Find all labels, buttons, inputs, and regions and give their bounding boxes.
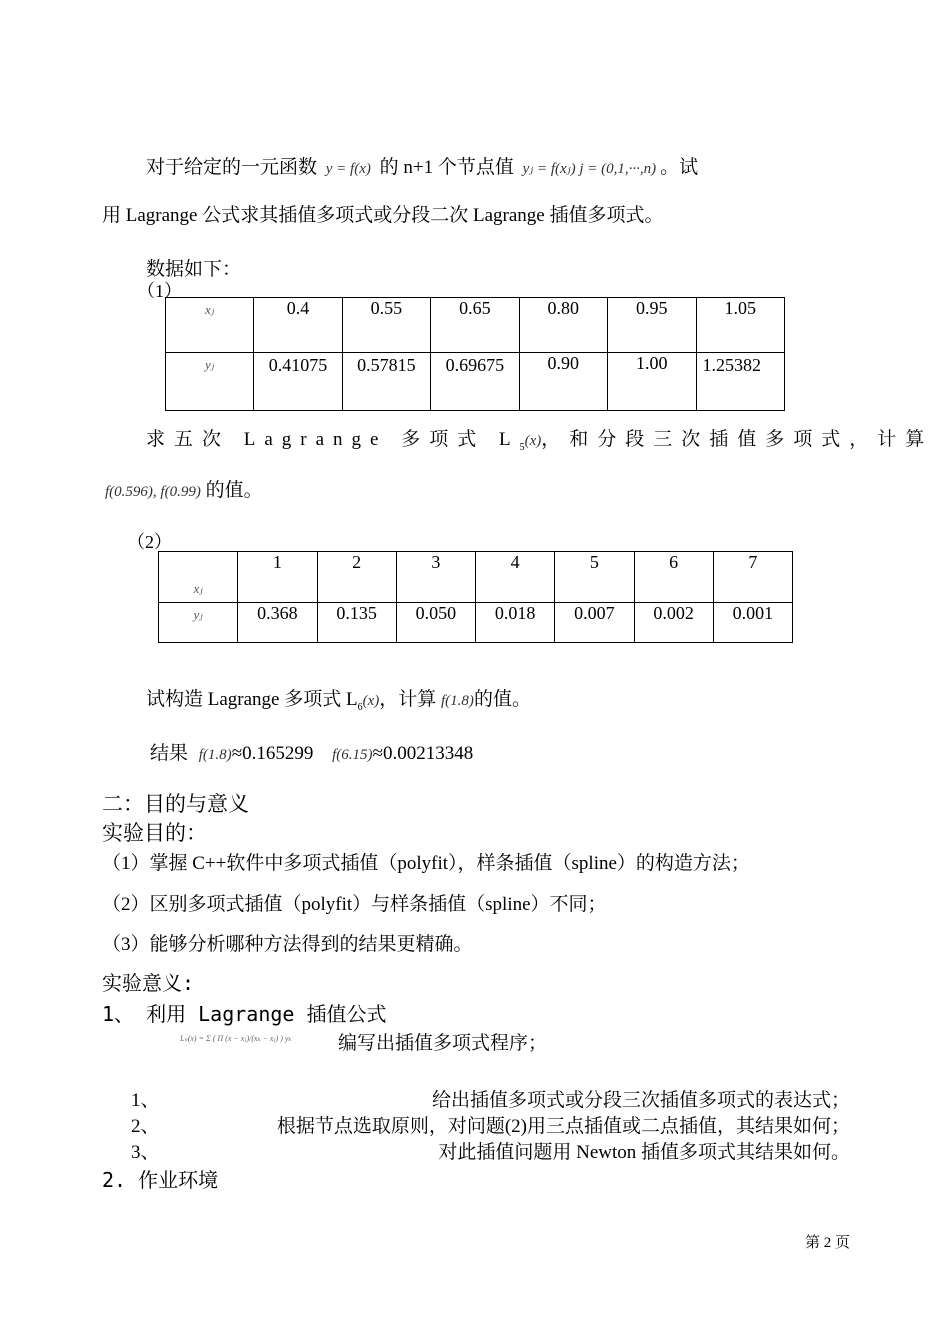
data-table-1 [165, 297, 785, 411]
table-cell: 1.25382 [696, 353, 785, 411]
task2-line [146, 684, 531, 713]
table-cell: 4 [476, 552, 555, 603]
table1-label: （1） [137, 281, 182, 301]
row-header-y: yⱼ [166, 353, 254, 411]
task2-arg: (x) [362, 693, 380, 709]
task1-text-c: 的值。 [205, 480, 263, 501]
meaning-item-1-tail: 编写出插值多项式程序； [338, 1033, 548, 1054]
result-label: 结果 [150, 743, 189, 764]
intro-text-a: 对于给定的一元函数 [146, 157, 318, 178]
task1-subscript: 5 [519, 441, 525, 453]
table-cell: 0.018 [476, 603, 555, 643]
task1-text-a: 求五次 Lagrange 多项式 L [146, 429, 520, 450]
task2-subscript: 6 [357, 701, 363, 713]
result-formula-1: f(1.8) [198, 747, 232, 763]
table-cell: 1.00 [608, 353, 696, 411]
meaning-title: 实验意义: [102, 971, 195, 995]
table-cell: 0.80 [519, 298, 607, 353]
meaning-item-1: 1、 利用 Lagrange 插值公式 [102, 1002, 387, 1026]
table-cell: 0.007 [555, 603, 634, 643]
list-item-number: 2、 [131, 1116, 160, 1137]
task1-arg: (x) [524, 433, 542, 449]
purpose-item-2: （2）区别多项式插值（polyfit）与样条插值（spline）不同； [102, 894, 607, 915]
table-row [166, 353, 785, 411]
row-header-x: xⱼ [159, 552, 238, 603]
list-item-text: 根据节点选取原则，对问题(2)用三点插值或二点插值，其结果如何； [276, 1116, 850, 1137]
list-item-text: 对此插值问题用 Newton 插值多项式其结果如何。 [438, 1142, 850, 1163]
table-row [159, 552, 793, 603]
purpose-title: 实验目的： [102, 821, 207, 845]
table-cell: 0.55 [342, 298, 430, 353]
table-cell: 0.002 [634, 603, 713, 643]
table-cell: 0.65 [431, 298, 519, 353]
data-heading: 数据如下： [146, 259, 242, 280]
result-value-2: ≈0.00213348 [372, 743, 474, 764]
section-title: 二：目的与意义 [102, 792, 249, 816]
table-row [159, 603, 793, 643]
task1-text-b: ，和分段三次插值多项式，计算 [541, 429, 934, 450]
table2-label: （2） [127, 532, 172, 552]
table-cell: 0.050 [396, 603, 475, 643]
table-cell: 0.41075 [254, 353, 342, 411]
table-cell: 3 [396, 552, 475, 603]
table-row [166, 298, 785, 353]
table-cell: 1.05 [696, 298, 785, 353]
formula-node-values: yⱼ = f(xⱼ) j = (0,1,···,n) [522, 161, 657, 177]
list-item-text: 给出插值多项式或分段三次插值多项式的表达式； [431, 1090, 850, 1111]
intro-text-c: 。试 [660, 157, 699, 178]
table-cell: 7 [713, 552, 792, 603]
purpose-item-3: （3）能够分析哪种方法得到的结果更精确。 [102, 934, 473, 955]
table-cell: 0.95 [608, 298, 696, 353]
table-cell: 0.4 [254, 298, 342, 353]
env-title: 2. 作业环境 [102, 1168, 219, 1192]
task2-text-b: ，计算 [379, 689, 437, 710]
result-formula-2: f(6.15) [332, 747, 373, 763]
table-cell: 6 [634, 552, 713, 603]
intro-line-2: 用 Lagrange 公式求其插值多项式或分段二次 Lagrange 插值多项式。 [102, 205, 664, 226]
table-cell: 0.368 [238, 603, 317, 643]
list-item-number: 3、 [131, 1142, 160, 1163]
table-cell: 0.69675 [431, 353, 519, 411]
table-cell: 0.90 [519, 353, 607, 411]
task1-line-1 [146, 424, 933, 453]
list-item-number: 1、 [131, 1090, 160, 1111]
intro-text-b: 的 n+1 个节点值 [379, 157, 514, 178]
table-cell: 0.001 [713, 603, 792, 643]
table-cell: 1 [238, 552, 317, 603]
intro-line-1 [146, 152, 698, 179]
page-number: 第 2 页 [804, 1235, 850, 1251]
task2-text-a: 试构造 Lagrange 多项式 L [146, 689, 358, 710]
formula-f-values: f(0.596), f(0.99) [105, 484, 201, 500]
table-cell: 2 [317, 552, 396, 603]
row-header-x: xⱼ [166, 298, 254, 353]
table-cell: 0.135 [317, 603, 396, 643]
result-value-1: ≈0.165299 [231, 743, 314, 764]
table-cell: 5 [555, 552, 634, 603]
task1-line-2 [105, 475, 263, 502]
row-header-y: yⱼ [159, 603, 238, 643]
formula-f-1-8: f(1.8) [441, 693, 474, 709]
formula-y-equals-fx: y = f(x) [325, 161, 371, 177]
lagrange-formula: Lₙ(x) = Σ ( Π (x − xⱼ)/(xₖ − xⱼ) ) yₖ [180, 1034, 292, 1043]
data-table-2 [158, 551, 793, 643]
purpose-item-1: （1）掌握 C++软件中多项式插值（polyfit），样条插值（spline）的构造方法； [102, 853, 750, 874]
table-cell: 0.57815 [342, 353, 430, 411]
result-line [150, 738, 473, 765]
task2-text-c: 的值。 [473, 689, 531, 710]
